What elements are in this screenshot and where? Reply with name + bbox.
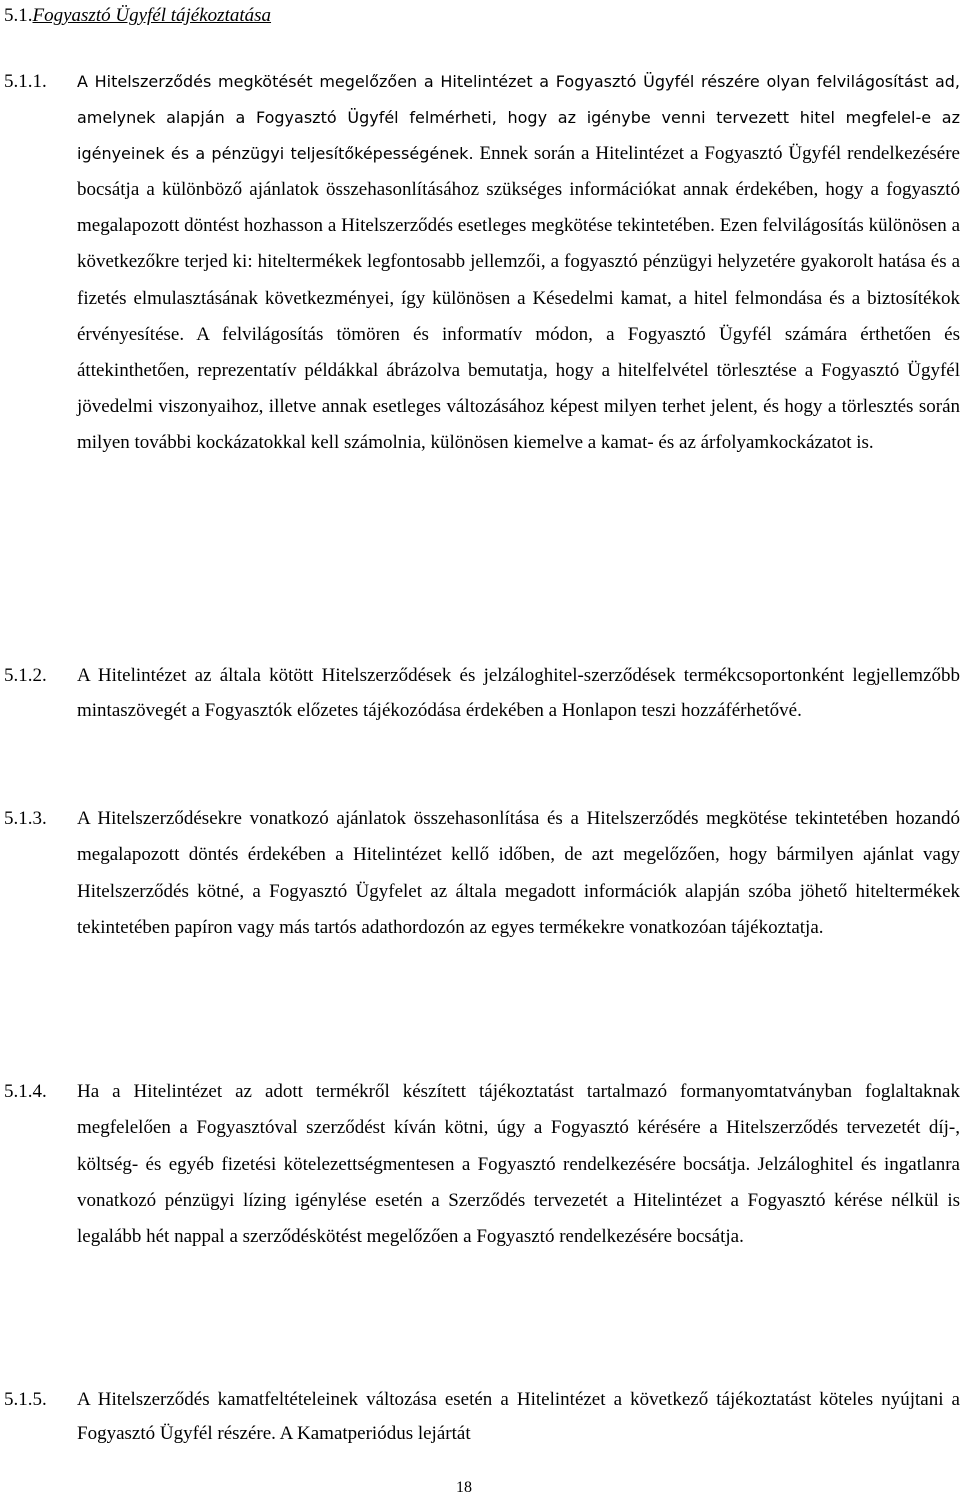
clause-number: 5.1.5.	[4, 1389, 47, 1410]
section-heading	[4, 2, 271, 30]
clause-5-1-1	[4, 64, 960, 461]
clause-number: 5.1.2.	[4, 665, 47, 686]
clause-number: 5.1.3.	[4, 808, 47, 829]
clause-number: 5.1.4.	[4, 1081, 47, 1102]
clause-body: A Hitelszerződés kamatfeltételeinek változása esetén a Hitelintézet a következő tájékoztatást köteles nyújtani a Fogyasztó Ügyfél részére. A Kamatperiódus lejártát	[77, 1389, 960, 1444]
section-number: 5.1.	[4, 5, 33, 26]
clause-text: Ennek során a Hitelintézet a Fogyasztó Ügyfél rendelkezésére bocsátja a különböző ajánlatok összehasonlításához szükséges információkat annak érdekében, hogy a fogyasztó megalapozott döntést hozhasson a Hitelszerződés esetleges megkötése tekintetében. Ezen felvilágosítás különösen a következőkre terjed ki: hiteltermékek legfontosabb jellemzői, a fogyasztó pénzügyi helyzetére gyakorolt hatása és a fizetés elmulasztásának következményei, így különösen a Késedelmi kamat, a hitel felmondása és a biztosítékok érvényesítése. A felvilágosítás tömören és informatív módon, a Fogyasztó Ügyfél számára érthetően és áttekinthetően, reprezentatív példákkal ábrázolva bemutatja, hogy a hitelfelvétel törlesztése a Fogyasztó Ügyfél jövedelmi viszonyaihoz, illetve annak esetleges változásához képest milyen terhet jelent, és hogy a törlesztés során milyen további kockázatokkal kell számolnia, különösen kiemelve a kamat- és az árfolyamkockázatot is.	[77, 143, 960, 453]
clause-5-1-5	[4, 1383, 960, 1451]
page-number: 18	[456, 1479, 472, 1496]
clause-5-1-2	[4, 658, 960, 728]
clause-5-1-3	[4, 801, 960, 947]
clause-number: 5.1.1.	[4, 71, 47, 92]
clause-body: A Hitelszerződésekre vonatkozó ajánlatok összehasonlítása és a Hitelszerződés megkötése tekintetében hozandó megalapozott döntés érdekében a Hitelintézet kellő időben, de azt megelőzően, hogy bármilyen ajánlat vagy Hitelszerződés kötné, a Fogyasztó Ügyfelet az általa megadott információk alapján szóba jöhető hiteltermékek tekintetében papíron vagy más tartós adathordozón az egyes termékekre vonatkozóan tájékoztatja.	[77, 808, 960, 939]
clause-text-sans-segment: A Hitelszerződés megkötését megelőzően a Hitelintézet a Fogyasztó Ügyfél részére olyan felvilágosítást ad, amelynek alapján a Fogyasztó Ügyfél felmérheti, hogy az igénybe venni tervezett hitel megfelel-e az igényeinek és a pénzügyi teljesítőképességének.	[77, 72, 960, 164]
section-title: Fogyasztó Ügyfél tájékoztatása	[32, 5, 272, 26]
clause-body: A Hitelintézet az általa kötött Hitelszerződések és jelzáloghitel-szerződések termékcsoportonként legjellemzőbb mintaszövegét a Fogyasztók előzetes tájékozódása érdekében a Honlapon teszi hozzáférhetővé.	[77, 665, 960, 721]
clause-body: Ha a Hitelintézet az adott termékről készített tájékoztatást tartalmazó formanyomtatványban foglaltaknak megfelelően a Fogyasztóval szerződést kíván kötni, úgy a Fogyasztó kérésére a Hitelszerződés tervezetét díj-, költség- és egyéb fizetési kötelezettségmentesen a Fogyasztó rendelkezésére bocsátja. Jelzáloghitel és ingatlanra vonatkozó pénzügyi lízing igénylése esetén a Szerződés tervezetét a Hitelintézet a Fogyasztó kérése nélkül is legalább hét nappal a szerződéskötést megelőzően a Fogyasztó rendelkezésére bocsátja.	[77, 1081, 960, 1248]
clause-body	[77, 64, 960, 461]
clause-5-1-4	[4, 1074, 960, 1255]
